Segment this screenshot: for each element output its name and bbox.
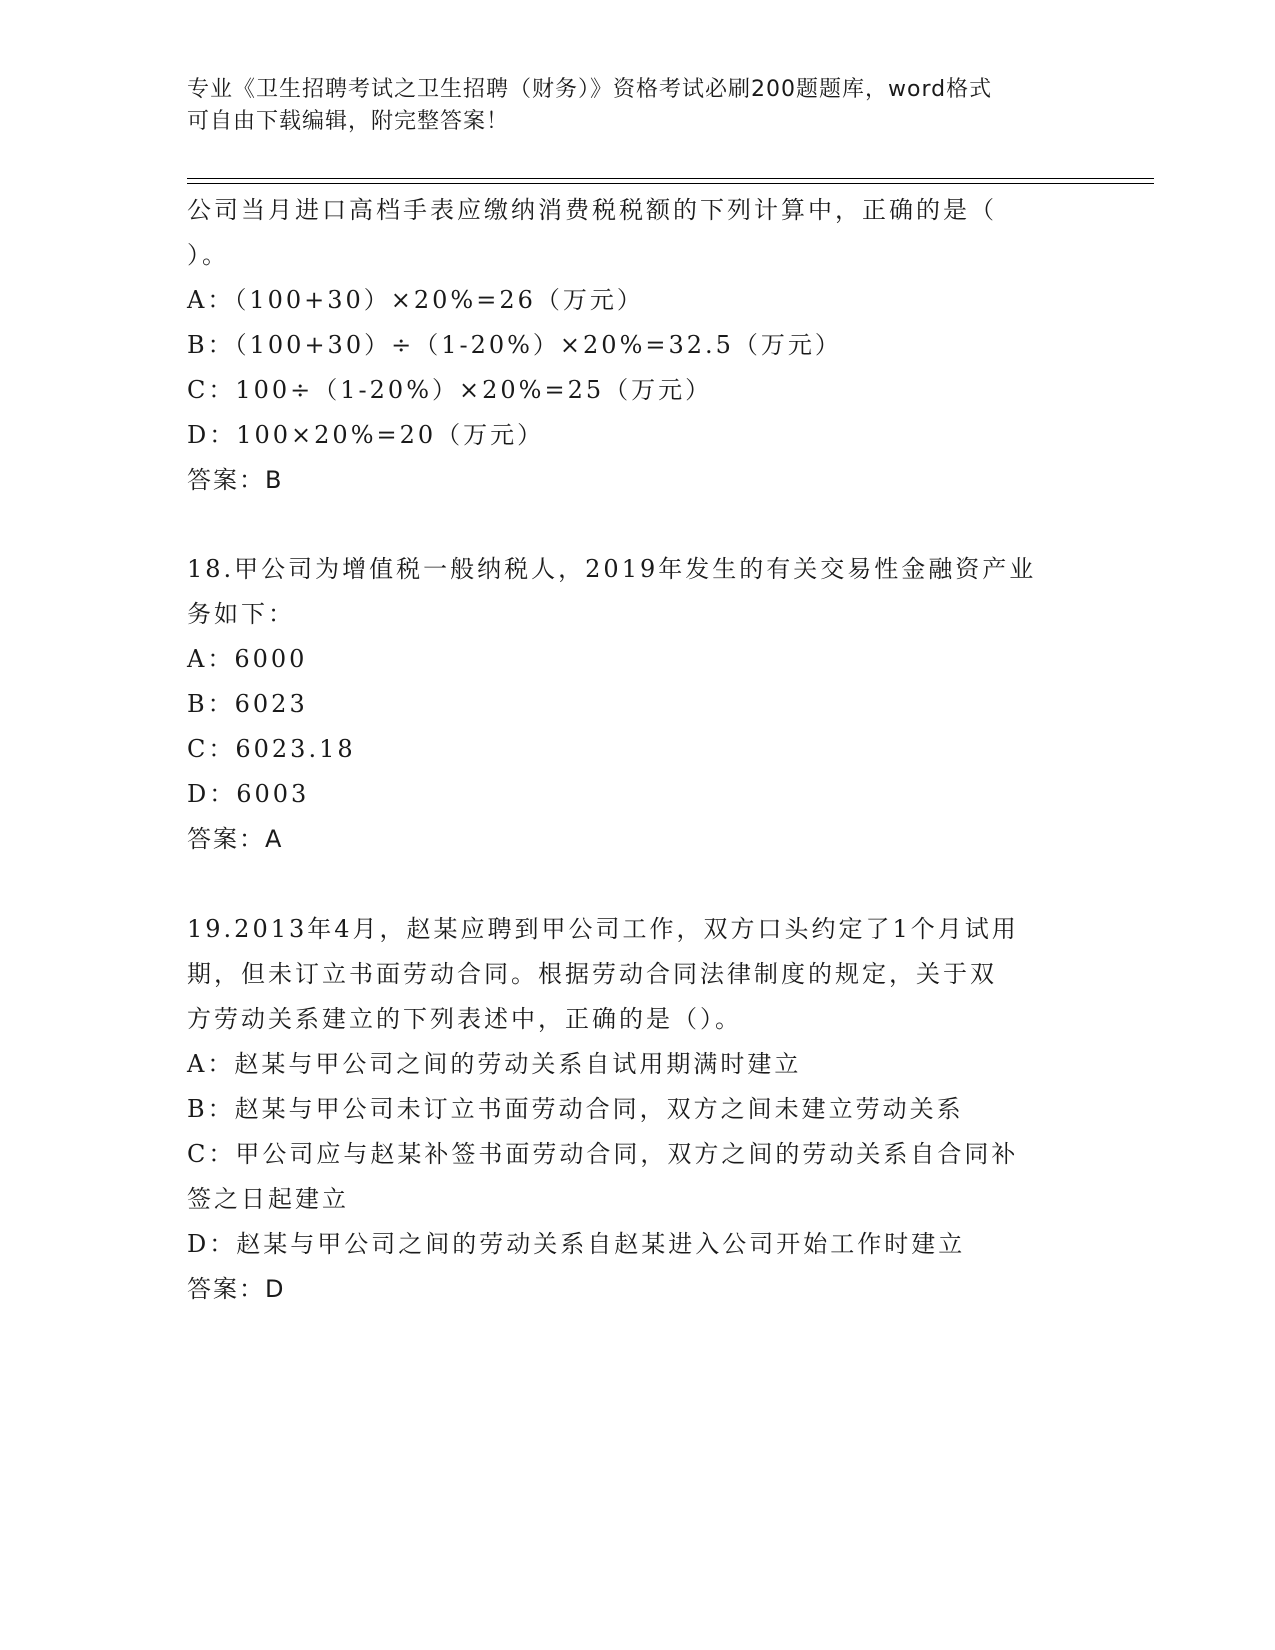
option-b: B：赵某与甲公司未订立书面劳动合同，双方之间未建立劳动关系 <box>187 1095 964 1123</box>
option-d: D：赵某与甲公司之间的劳动关系自赵某进入公司开始工作时建立 <box>187 1230 966 1258</box>
option-c: C：100÷（1-20%）×20%=25（万元） <box>187 376 713 404</box>
option-c: C：6023.18 <box>187 735 356 763</box>
question-stem-line: 19.2013年4月，赵某应聘到甲公司工作，双方口头约定了1个月试用 <box>187 915 1019 943</box>
option-d: D：100×20%=20（万元） <box>187 421 545 449</box>
answer-label: 答案：D <box>187 1275 286 1303</box>
option-a: A：（100+30）×20%=26（万元） <box>187 286 644 314</box>
option-c: C：甲公司应与赵某补签书面劳动合同，双方之间的劳动关系自合同补 <box>187 1140 1019 1168</box>
header-line-1: 专业《卫生招聘考试之卫生招聘（财务）》资格考试必刷200题题库，word格式 <box>187 77 993 102</box>
option-a: A：6000 <box>187 645 308 673</box>
question-stem-line: 方劳动关系建立的下列表述中，正确的是（）。 <box>187 1005 742 1033</box>
option-d: D：6003 <box>187 780 310 808</box>
answer-label: 答案：A <box>187 825 284 853</box>
header-line-2: 可自由下载编辑，附完整答案！ <box>187 109 510 134</box>
question-stem-line: ）。 <box>187 241 229 269</box>
header-rule-bottom <box>187 183 1154 184</box>
question-stem-line: 务如下： <box>187 600 295 628</box>
header-rule-top <box>187 178 1154 179</box>
question-stem-line: 期，但未订立书面劳动合同。根据劳动合同法律制度的规定，关于双 <box>187 960 997 988</box>
question-stem-line: 18.甲公司为增值税一般纳税人，2019年发生的有关交易性金融资产业 <box>187 555 1037 583</box>
option-b: B：6023 <box>187 690 308 718</box>
question-stem-line: 公司当月进口高档手表应缴纳消费税税额的下列计算中，正确的是（ <box>187 196 997 224</box>
question-19 <box>187 907 1087 1312</box>
question-18 <box>187 547 1087 862</box>
answer-label: 答案：B <box>187 466 284 494</box>
option-c-continued: 签之日起建立 <box>187 1185 349 1213</box>
question-17 <box>187 188 1087 503</box>
document-header <box>187 74 1087 138</box>
option-a: A：赵某与甲公司之间的劳动关系自试用期满时建立 <box>187 1050 802 1078</box>
option-b: B：（100+30）÷（1-20%）×20%=32.5（万元） <box>187 331 842 359</box>
